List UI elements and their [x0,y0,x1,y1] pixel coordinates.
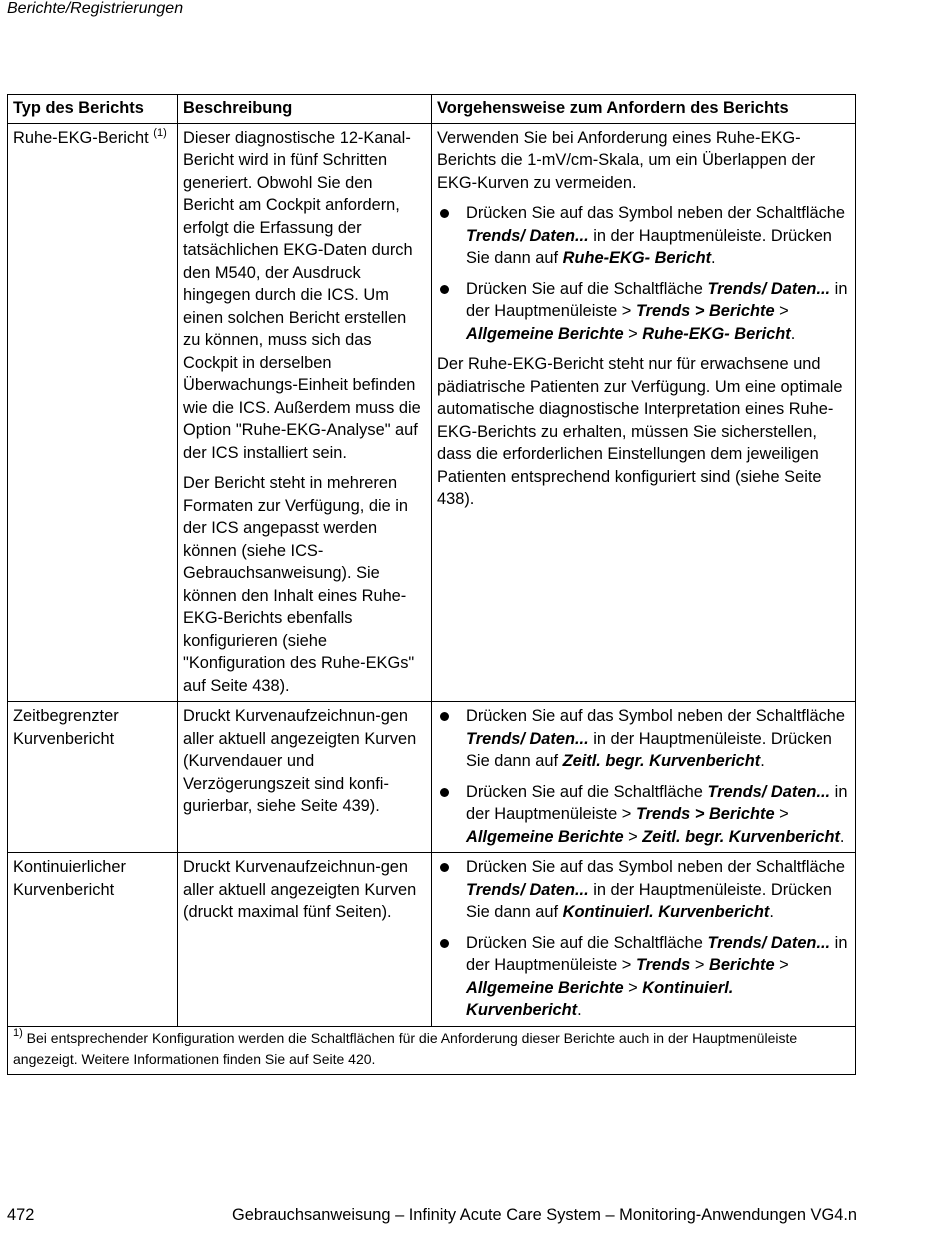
footnote-row [8,1026,856,1074]
footnote-text: Bei entsprechender Konfiguration werden die Schaltflächen für die Anforderung dieser Berichte auch in der Hauptmenüleiste angezeigt. Weitere Informationen finden Sie auf Seite 420. [13,1029,798,1067]
ui-element-name [709,956,775,974]
ui-element-name [636,302,775,320]
ui-element-name-text: Berichte [708,956,775,974]
ui-element-name [563,249,711,267]
ui-element-name [466,227,589,245]
page-number: 472 [7,1206,35,1224]
ui-element-name [466,325,624,343]
ui-element-name [563,752,761,770]
procedure-step [437,278,850,346]
procedure-intro: Verwenden Sie bei Anforderung eines Ruhe-EKG-Berichts die 1-mV/cm-Skala, um ein Überlappen der EKG-Kurven zu vermeiden. [437,128,816,192]
step-text: > [774,302,789,320]
step-text: Drücken Sie auf die Schaltfläche [466,933,708,952]
footnote [8,1026,856,1074]
step-text: > [774,956,789,974]
bullet-icon [440,939,449,948]
table-footer [8,1026,856,1074]
step-text: Drücken Sie auf die Schaltfläche [466,279,708,298]
ui-element-name [636,956,690,974]
step-text: . [790,324,796,343]
report-type: Kontinuierlicher Kurvenbericht [13,858,126,899]
procedure-steps [437,202,850,345]
report-type-cell [8,702,178,853]
procedure-step [437,202,850,270]
step-text: in der Hauptmenüleiste > [466,279,848,320]
step-text: > [690,956,709,974]
step-text: Drücken Sie auf das Symbol neben der Schaltfläche [466,858,846,876]
procedure-step [437,856,850,924]
ui-element-name [707,783,830,801]
ui-element-name [707,934,830,952]
procedure-steps [437,856,850,1022]
description-paragraph: Der Bericht steht in mehreren Formaten zur Verfügung, die in der ICS angepasst werden können (siehe ICS-Gebrauchsanweisung). Sie können den Inhalt eines Ruhe-EKG-Berichts ebenfalls konfigurieren (siehe "Konfiguration des Ruhe-EKGs" auf Seite 438). [183,474,415,695]
ui-element-name-text: Trends [635,956,691,974]
ui-element-name-text: Trends/ Daten... [466,729,589,748]
ui-element-name-text: Trends/ Daten... [466,226,589,245]
step-text: Drücken Sie auf das Symbol neben der Schaltfläche [466,707,846,725]
procedure-step [437,781,850,849]
ui-element-name [642,325,790,343]
ui-element-name-text: Ruhe-EKG- Bericht [642,324,791,343]
ui-element-name-text: Ruhe-EKG- Bericht [562,249,712,267]
step-text: > [623,978,643,997]
description-paragraph: Dieser diagnostische 12-Kanal-Bericht wird in fünf Schritten generiert. Obwohl Sie den Bericht am Cockpit anfordern, erfolgt die Erfassung der tatsächlichen EKG-Daten durch den M540, der Ausdruck hingegen durch die ICS. Um einen solchen Bericht erstellen zu können, muss sich das Cockpit in derselben Überwachungs-Einheit befinden wie die ICS. Außerdem muss die Option "Ruhe-EKG-Analyse" auf der ICS installiert sein. [183,128,421,462]
description-cell [178,853,432,1027]
running-header: Berichte/Registrierungen [7,0,184,17]
procedure-cell [432,702,856,853]
ui-element-name [466,881,589,899]
ui-element-name [636,805,775,823]
table-row [8,853,856,1027]
ui-element-name-text: Allgemeine Berichte [466,827,624,846]
ui-element-name-text: Trends/ Daten... [707,933,831,952]
step-text: > [774,805,789,823]
ui-element-name-text: Trends > Berichte [635,302,775,320]
step-text: in der Hauptmenüleiste > [466,933,848,974]
ui-element-name-text: Trends/ Daten... [707,279,831,298]
ui-element-name [563,903,770,921]
ui-element-name-text: Trends/ Daten... [707,782,831,801]
table-row [8,702,856,853]
ui-element-name [466,979,624,997]
step-text: . [760,752,765,770]
description-paragraph: Druckt Kurvenaufzeichnun-gen aller aktuell angezeigten Kurven (druckt maximal fünf Seiten). [183,858,417,921]
ui-element-name-text: Zeitl. begr. Kurvenbericht [642,827,840,846]
step-text: in der Hauptmenüleiste. Drücken Sie dann auf [466,226,832,267]
step-text: in der Hauptmenüleiste. Drücken Sie dann auf [466,880,832,921]
bullet-icon [440,863,449,872]
column-header-type: Typ des Berichts [8,95,178,124]
column-header-description: Beschreibung [178,95,432,124]
column-header-procedure: Vorgehensweise zum Anfordern des Berichts [432,95,856,124]
step-text: > [623,324,643,343]
ui-element-name-text: Kontinuierl. Kurvenbericht [562,903,770,921]
step-text: . [769,903,774,921]
description-cell [178,123,432,702]
procedure-steps [437,705,850,848]
procedure-note: Der Ruhe-EKG-Bericht steht nur für erwachsene und pädiatrische Patienten zur Verfügung. Um eine optimale automatische diagnostische Interpretation eines Ruhe-EKG-Berichts zu erhalten, müssen Sie sicherstellen, dass die erforderlichen Einstellungen dem jeweiligen Patienten entsprechend konfiguriert sind (siehe Seite 438). [437,355,843,508]
document-title: Gebrauchsanweisung – Infinity Acute Care System – Monitoring-Anwendungen VG4.n [231,1206,857,1224]
ui-element-name-text: Allgemeine Berichte [466,978,624,997]
ui-element-name [642,828,840,846]
procedure-cell [432,853,856,1027]
step-text: . [839,827,845,846]
ui-element-name [466,828,624,846]
description-cell [178,702,432,853]
procedure-step [437,705,850,773]
bullet-icon [440,712,449,721]
procedure-cell [432,123,856,702]
ui-element-name [466,730,589,748]
ui-element-name-text: Zeitl. begr. Kurvenbericht [562,752,761,770]
header-row [8,95,856,124]
reports-table [7,94,856,1075]
ui-element-name-text: Allgemeine Berichte [466,324,624,343]
report-type: Ruhe-EKG-Bericht [13,128,149,147]
step-text: in der Hauptmenüleiste > [466,782,848,823]
step-text: Drücken Sie auf die Schaltfläche [466,782,708,801]
ui-element-name-text: Trends/ Daten... [466,880,589,899]
bullet-icon [440,209,449,218]
report-type-cell [8,853,178,1027]
footnote-marker: 1) [13,1026,23,1039]
ui-element-name-text: Kontinuierl. Kurvenbericht [466,978,734,1019]
table-body [8,123,856,1026]
step-text: in der Hauptmenüleiste. Drücken Sie dann auf [466,729,832,770]
bullet-icon [440,788,449,797]
footnote-reference: (1) [153,126,167,139]
table-header [8,95,856,124]
procedure-step [437,932,850,1022]
step-text: . [711,249,716,267]
step-text: Drücken Sie auf das Symbol neben der Schaltfläche [466,204,846,222]
report-type-cell [8,123,178,702]
report-type: Zeitbegrenzter Kurvenbericht [13,707,119,748]
step-text: > [623,827,643,846]
step-text: . [577,1001,582,1019]
ui-element-name [707,280,830,298]
bullet-icon [440,285,449,294]
description-paragraph: Druckt Kurvenaufzeichnun-gen aller aktuell angezeigten Kurven (Kurvendauer und Verzögerungszeit sind konfi-gurierbar, siehe Seite 439). [183,707,417,815]
ui-element-name-text: Trends > Berichte [635,805,775,823]
table-row [8,123,856,702]
